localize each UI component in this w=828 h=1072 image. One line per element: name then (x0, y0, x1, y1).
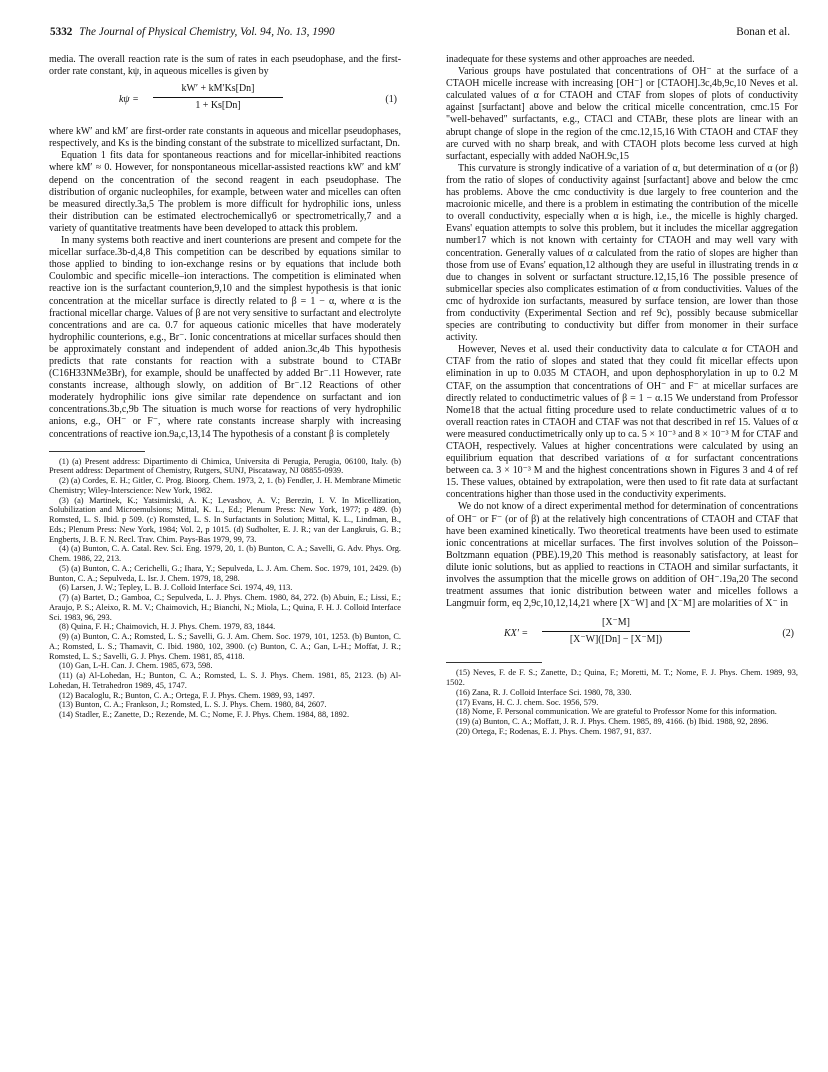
equation-2 (446, 616, 798, 652)
equation-fraction (153, 83, 283, 112)
footnote-divider (446, 662, 542, 663)
equation-number: (2) (782, 628, 794, 640)
footnote: (5) (a) Bunton, C. A.; Cerichelli, G.; Ihara, Y.; Sepulveda, L. J. Am. Chem. Soc. 1979, 101, 2429. (b) Bunton, C. A.; Sepulveda, L. Isr. J. Chem. 1979, 18, 298. (49, 563, 401, 583)
footnote: (12) Bacaloglu, R.; Bunton, C. A.; Ortega, F. J. Phys. Chem. 1989, 93, 1497. (59, 690, 315, 700)
footnotes-left (49, 457, 401, 720)
footnote: (18) Nome, F. Personal communication. We are grateful to Professor Nome for this information. (456, 707, 777, 717)
footnote: (2) (a) Cordes, E. H.; Gitler, C. Prog. Bioorg. Chem. 1973, 2, 1. (b) Fendler, J. H. Membrane Mimetic Chemistry; Wiley-Interscience: New York, 1982. (49, 476, 401, 495)
footnote: (1) (a) Present address: Dipartimento di Chimica, Universita di Perugia, Perugia, 06100, Italy. (b) Present address: Department of Chemistry, Rutgers, SUNJ, Piscataway, NJ 08855-0939. (49, 456, 401, 476)
author-header: Bonan et al. (736, 26, 790, 38)
paragraph: inadequate for these systems and other approaches are needed. (446, 54, 695, 65)
footnote: (3) (a) Martinek, K.; Yatsimirski, A. K.; Levashov, A. V.; Berezin, I. V. In Micellization, Solubilization and Microemulsions; Mittal, K. L., Ed.; Plenum Press: New York, 1977; p 489. (b) Romsted, L. S. Ibid. p 509. (c) Romsted, L. S. In Surfactants in Solution; Mittal, K. L., Lindman, B., Eds.; Plenum Press: New York, 1984; Vol. 2, p 1015. (d) Sudholter, E. J. R.; van der Langkruis, G. B.; Engberts, J. B. F. N. Recl. Trav. Chim. Pays-Bas 1979, 99, 73. (49, 495, 401, 544)
journal-title: The Journal of Physical Chemistry, Vol. 94, No. 13, 1990 (79, 26, 335, 38)
footnote: (20) Ortega, F.; Rodenas, E. J. Phys. Chem. 1987, 91, 837. (456, 726, 652, 736)
equation-denominator: [X⁻W]([Dn] − [X⁻M]) (569, 634, 663, 646)
equation-fraction (542, 617, 690, 646)
equation-1 (49, 82, 401, 120)
equation-number: (1) (385, 94, 397, 106)
footnote: (15) Neves, F. de F. S.; Zanette, D.; Quina, F.; Moretti, M. T.; Nome, F. J. Phys. Chem. 1989, 93, 1502. (446, 668, 798, 688)
paragraph: This curvature is strongly indicative of a variation of α, but determination of α (or β) from the ratio of slopes of conductivity against [surfactant] above and below the cmc has problems. Above the cmc conductivity is due largely to free counterion and the macroionic micelle, and there is a problem in estimating the contribution of the micelle to overall conductivity, especially when α is high, i.e., the micelle is highly charged. Evans' equation attempts to solve this problem, but it includes the micellar aggregation number17 which is not known with certainty for CTAOH and may well vary with concentration. Generally values of α calculated from the ratio of slopes are higher than those from use of Evans' equation,12 although they are useful in illustrating trends in α due to changes in solvent or surfactant structure.12,15,16 The possible presence of submicellar species also complicates estimation of α from conductivities. Values of the cmc of hydroxide ion surfactants, measured by surface tension, are lower than those from conductivity (Experimental Section and ref 9c), possibly because submicellar species are contributing to conductivity but differ from monomer in their surface activity. (446, 162, 798, 344)
footnote: (10) Gan, L-H. Can. J. Chem. 1985, 673, 598. (59, 661, 213, 671)
footnote: (17) Evans, H. C. J. chem. Soc. 1956, 579. (456, 697, 599, 707)
equation-denominator: 1 + Ks[Dn] (195, 100, 241, 112)
footnote: (11) (a) Al-Lohedan, H.; Bunton, C. A.; Romsted, L. S. J. Phys. Chem. 1981, 85, 2123. (b) Al-Lohedan, H. Tetrahedron 1989, 45, 1747. (49, 671, 401, 690)
paragraph: where kW′ and kM′ are first-order rate constants in aqueous and micellar pseudophases, respectively, and Ks is the binding constant of the substrate to micellized surfactant, Dn. (49, 126, 401, 150)
left-column (49, 54, 401, 720)
footnote-divider (49, 451, 145, 452)
paragraph: In many systems both reactive and inert counterions are present and compete for the micellar surface.3b-d,4,8 This competition can be described by equations similar to those applied to binding to ion-exchange resins or by equations that include both Coulombic and specific micelle–ion interactions. The competition is eliminated when reactive ion is the surfactant counterion,9,10 and the simplest hypothesis is that ionic concentration at the micellar surface is directly related to β = 1 − α, where α is the fractional micellar charge. Values of β are not very sensitive to surfactant and electrolyte concentrations and are ca. 0.7 for aqueous cationic micelles that have moderately hydrophilic counterions, e.g., Br⁻. Ionic concentrations at micellar surfaces should then be approximately constant and independent of added anion.3c,4b This hypothesis predicts that rate constants for reaction with a substrate bound to CTABr (C16H33NMe3Br), for example, should be unaffected by added Br⁻.11 However, rate constants increase, although slowly, on addition of Br⁻.12 Reactions of other moderately hydrophilic ions give similar rate dependence on surfactant and ion concentrations.3b,c,9b The situation is much worse for reactions of very hydrophilic anions, e.g., OH⁻ or F⁻, where rate constants increase sharply with increasing concentrations of reactive ion.9a,c,13,14 The hypothesis of a constant β is completely (49, 235, 401, 440)
equation-lhs: KX′ = (504, 628, 529, 640)
paragraph: However, Neves et al. used their conductivity data to calculate α for CTAOH and CTAF from the ratio of slopes and stated that they could fit micellar effects upon elimination in up to 0.035 M CTAOH, and upon dephosphorylation in up to 0.2 M CTAF, on the assumption that concentrations of OH⁻ and F⁻ at micellar surfaces are directly related to conductimetric values of β = 1 − α.15 We understand from Professor Nome18 that the actual fitting procedure used to relate conductimetric values of α to overall reaction rates in CTAOH and CTAF was not that described in ref 15. Values of α were measured conductimetrically only up to ca. 5 × 10⁻³ and 8 × 10⁻³ M for CTAF and CTAOH, respectively. Values at higher concentrations were calculated by using an equilibrium equation that described variations of α for surfactant concentrations between ca. 3 × 10⁻³ M and the highest concentrations shown in Figures 3 and 4 of ref 15. These values, obtained by extrapolation, were then used to fit rate data at surfactant concentrations higher than those used in the conductivity experiments. (446, 344, 798, 501)
footnote: (9) (a) Bunton, C. A.; Romsted, L. S.; Savelli, G. J. Am. Chem. Soc. 1979, 101, 1253. (b) Bunton, C. A.; Romsted, L. S.; Thamavit, C. Ibid. 1980, 102, 3900. (c) Bunton, C. A.; Gan, L-H.; Moffat, J. R.; Romsted, L. S.; Savelli, G. J. Phys. Chem. 1981, 85, 4118. (49, 632, 401, 661)
paragraph: Various groups have postulated that concentrations of OH⁻ at the surface of a CTAOH micelle increase with increasing [OH⁻] or [CTAOH].3c,4b,9c,10 Neves et al. calculated values of α for CTAOH and CTAF from slopes of plots of conductivity against [surfactant] above and below the critical micelle concentration, cmc.15 For "well-behaved" surfactants, e.g., CTACl and CTABr, these plots are linear with an abrupt change of slope in the region of the cmc.12,15,16 With CTAOH and CTAF they are curved with no sharp break, and with CTAOH plots become less curved at high surfactant, especially with added NaOH.9c,15 (446, 66, 798, 162)
footnotes-right (446, 668, 798, 736)
footnote: (16) Zana, R. J. Colloid Interface Sci. 1980, 78, 330. (456, 687, 632, 697)
page-number: 5332 (50, 26, 73, 38)
footnote: (13) Bunton, C. A.; Frankson, J.; Romsted, L. S. J. Phys. Chem. 1980, 84, 2607. (59, 700, 327, 710)
footnote: (7) (a) Bartet, D.; Gamboa, C.; Sepulveda, L. J. Phys. Chem. 1980, 84, 272. (b) Abuin, E.; Lissi, E.; Araujo, P. S.; Aleixo, R. M. V.; Chaimovich, H.; Bianchi, N.; Miola, L.; Quina, F. H. J. Colloid Interface Sci. 1983, 96, 293. (49, 593, 401, 622)
paragraph: Equation 1 fits data for spontaneous reactions and for micellar-inhibited reactions where kM′ ≈ 0. However, for nonspontaneous micellar-assisted reactions kW′ and kM′ depend on the concentration of the second reagent in each pseudophase. The distribution of organic nucleophiles, for example, between water and micelles can often be measured directly.3a,5 The problem is more difficult for hydrophilic ions, unless their distribution can be estimated electrochemically6 or spectrometrically,7 and a variety of quantitative treatments have been developed to attack this problem. (49, 150, 401, 234)
footnote: (19) (a) Bunton, C. A.; Moffatt, J. R. J. Phys. Chem. 1985, 89, 4166. (b) Ibid. 1988, 92, 2896. (456, 717, 769, 727)
paragraph: We do not know of a direct experimental method for determination of concentrations of OH⁻ or F⁻ (or of β) at the relatively high concentrations of CTAOH and CTAF that have been examined kinetically. Two theoretical treatments have been used to estimate ionic concentrations at micellar surfaces. The first involves solution of the Poisson–Boltzmann equation (PBE).19,20 This method is reasonably satisfactory, at least for dilute ionic solutions, but as applied to reactions in CTAOH and similar surfactants, it involves the assumption that the micelle grows on addition of OH⁻.19a,20 The second treatment assumes that ionic distribution between water and micelles follows a Langmuir form, eq 2,9c,10,12,14,21 where [X⁻W] and [X⁻M] are molarities of X⁻ in (446, 501, 798, 610)
equation-numerator: kW′ + kM′Ks[Dn] (153, 83, 283, 98)
footnote: (4) (a) Bunton, C. A. Catal. Rev. Sci. Eng. 1979, 20, 1. (b) Bunton, C. A.; Savelli, G. Adv. Phys. Org. Chem. 1986, 22, 213. (49, 544, 401, 564)
equation-lhs: kψ = (119, 94, 139, 106)
footnote: (6) Larsen, J. W.; Tepley, L. B. J. Colloid Interface Sci. 1974, 49, 113. (59, 583, 293, 593)
footnote: (8) Quina, F. H.; Chaimovich, H. J. Phys. Chem. 1979, 83, 1844. (59, 622, 276, 632)
footnote: (14) Stadler, E.; Zanette, D.; Rezende, M. C.; Nome, F. J. Phys. Chem. 1984, 88, 1892. (59, 710, 350, 720)
equation-numerator: [X⁻M] (542, 617, 690, 632)
running-header (50, 26, 790, 42)
right-column (446, 54, 798, 737)
paragraph: media. The overall reaction rate is the sum of rates in each pseudophase, and the first-order rate constant, kψ, in aqueous micelles is given by (49, 54, 401, 78)
